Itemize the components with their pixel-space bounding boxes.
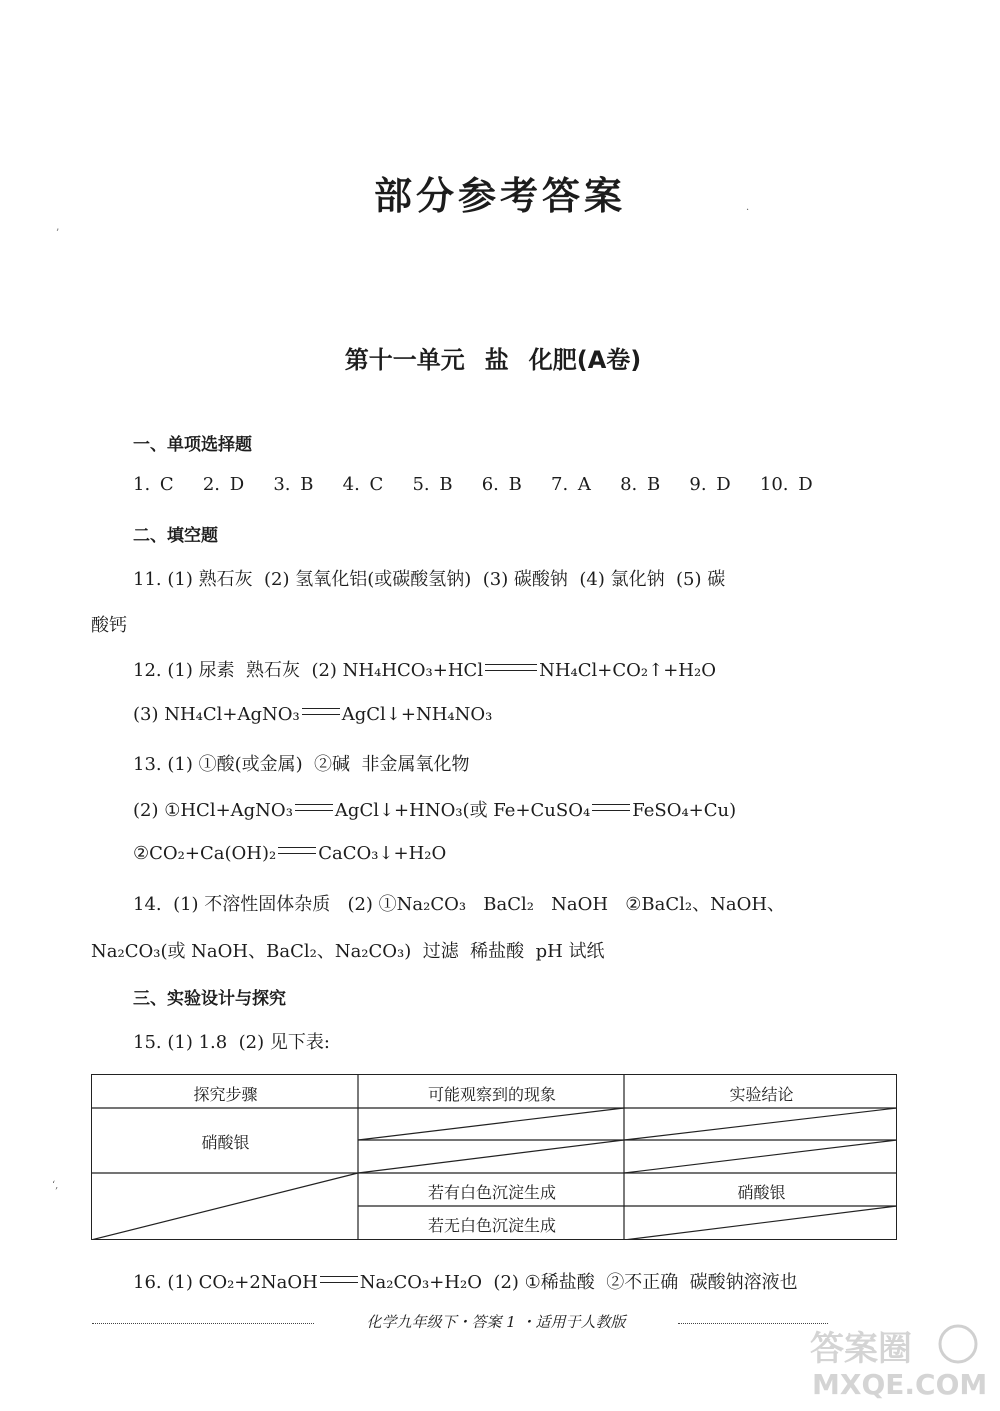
watermark-logo — [800, 1322, 990, 1402]
q13-line2 — [133, 796, 736, 822]
equals-sign — [278, 847, 316, 854]
table-header-phenomenon: 可能观察到的现象 — [427, 1085, 556, 1104]
q13-line1: 13. (1) ①酸(或金属) ②碱 非金属氧化物 — [133, 754, 470, 775]
equals-sign — [302, 708, 340, 715]
unit-topic-fertilizer: 化肥(A卷) — [528, 346, 642, 374]
section-heading-single-choice: 一、单项选择题 — [133, 435, 252, 455]
experiment-table — [91, 1074, 897, 1240]
table-cell-conclusion-silver-nitrate: 硝酸银 — [737, 1183, 786, 1202]
table-cell-step-silver-nitrate: 硝酸银 — [201, 1133, 250, 1152]
q12-reactants: NH₄HCO₃+HCl — [342, 660, 484, 681]
q12-text: 12. (1) 尿素 熟石灰 (2) — [133, 660, 343, 681]
equals-sign — [320, 1276, 358, 1283]
scan-speck: ‘, — [52, 1180, 59, 1191]
page-footer — [92, 1311, 900, 1335]
footer-text: 化学九年级下・答案 1 ・适用于人教版 — [366, 1313, 626, 1331]
table-cell-white-precipitate: 若有白色沉淀生成 — [427, 1183, 556, 1202]
mc-answers: 1. C 2. D 3. B 4. C 5. B 6. B 7. A 8. B 9. D 10. D — [133, 474, 813, 495]
unit-number: 第十一单元 — [344, 346, 465, 374]
q13-eq1-products: AgCl↓+HNO₃(或 Fe+CuSO₄ — [334, 800, 591, 821]
unit-topic-salt: 盐 — [484, 346, 509, 374]
equals-sign — [485, 664, 537, 671]
table-header-conclusion: 实验结论 — [729, 1085, 794, 1104]
unit-title — [0, 340, 986, 375]
scan-speck: · — [746, 205, 750, 216]
q14-line2: Na₂CO₃(或 NaOH、BaCl₂、Na₂CO₃) 过滤 稀盐酸 pH 试纸 — [91, 941, 605, 962]
q12-line2 — [133, 704, 492, 725]
table-cell-no-precipitate: 若无白色沉淀生成 — [427, 1216, 556, 1235]
equals-sign — [592, 804, 630, 811]
q13-eq1-reactants: (2) ①HCl+AgNO₃ — [133, 800, 293, 821]
q16-reactants: 16. (1) CO₂+2NaOH — [133, 1272, 318, 1293]
watermark-graphic — [800, 1322, 990, 1402]
section-heading-experiment: 三、实验设计与探究 — [133, 989, 286, 1009]
watermark-text-url: MXQE.COM — [812, 1368, 988, 1401]
table-header-step: 探究步骤 — [193, 1085, 258, 1104]
watermark-text-cn: 答案圈 — [810, 1329, 912, 1369]
q12-products-2: AgCl↓+NH₄NO₃ — [341, 704, 493, 725]
q13-eq2-products: CaCO₃↓+H₂O — [318, 843, 447, 864]
q11-line2: 酸钙 — [91, 615, 127, 636]
page-title: 部分参考答案 — [373, 174, 626, 218]
q16-rest: Na₂CO₃+H₂O (2) ①稀盐酸 ②不正确 碳酸钠溶液也 — [359, 1272, 798, 1293]
q11-line1: 11. (1) 熟石灰 (2) 氢氧化铝(或碳酸氢钠) (3) 碳酸钠 (4) 氯化钠 (5) 碳 — [133, 569, 726, 590]
q13-alt-products: FeSO₄+Cu) — [632, 800, 737, 821]
q14-line1: 14. (1) 不溶性固体杂质 (2) ①Na₂CO₃ BaCl₂ NaOH ②BaCl₂、NaOH、 — [133, 894, 786, 915]
footer-dotted-rule-left — [92, 1323, 314, 1324]
scan-speck: ’ — [56, 228, 60, 239]
q12-part3: (3) — [133, 704, 165, 725]
q12-reactants-2: NH₄Cl+AgNO₃ — [164, 704, 300, 725]
section-heading-fill-blank: 二、填空题 — [133, 526, 218, 546]
q12-line1 — [133, 656, 716, 682]
q16-line1 — [133, 1268, 798, 1294]
q15-text: 15. (1) 1.8 (2) 见下表: — [133, 1032, 330, 1053]
q13-line3 — [133, 843, 446, 864]
q12-products: NH₄Cl+CO₂↑+H₂O — [539, 660, 716, 681]
q13-eq2-reactants: ②CO₂+Ca(OH)₂ — [133, 843, 277, 864]
equals-sign — [295, 804, 333, 811]
